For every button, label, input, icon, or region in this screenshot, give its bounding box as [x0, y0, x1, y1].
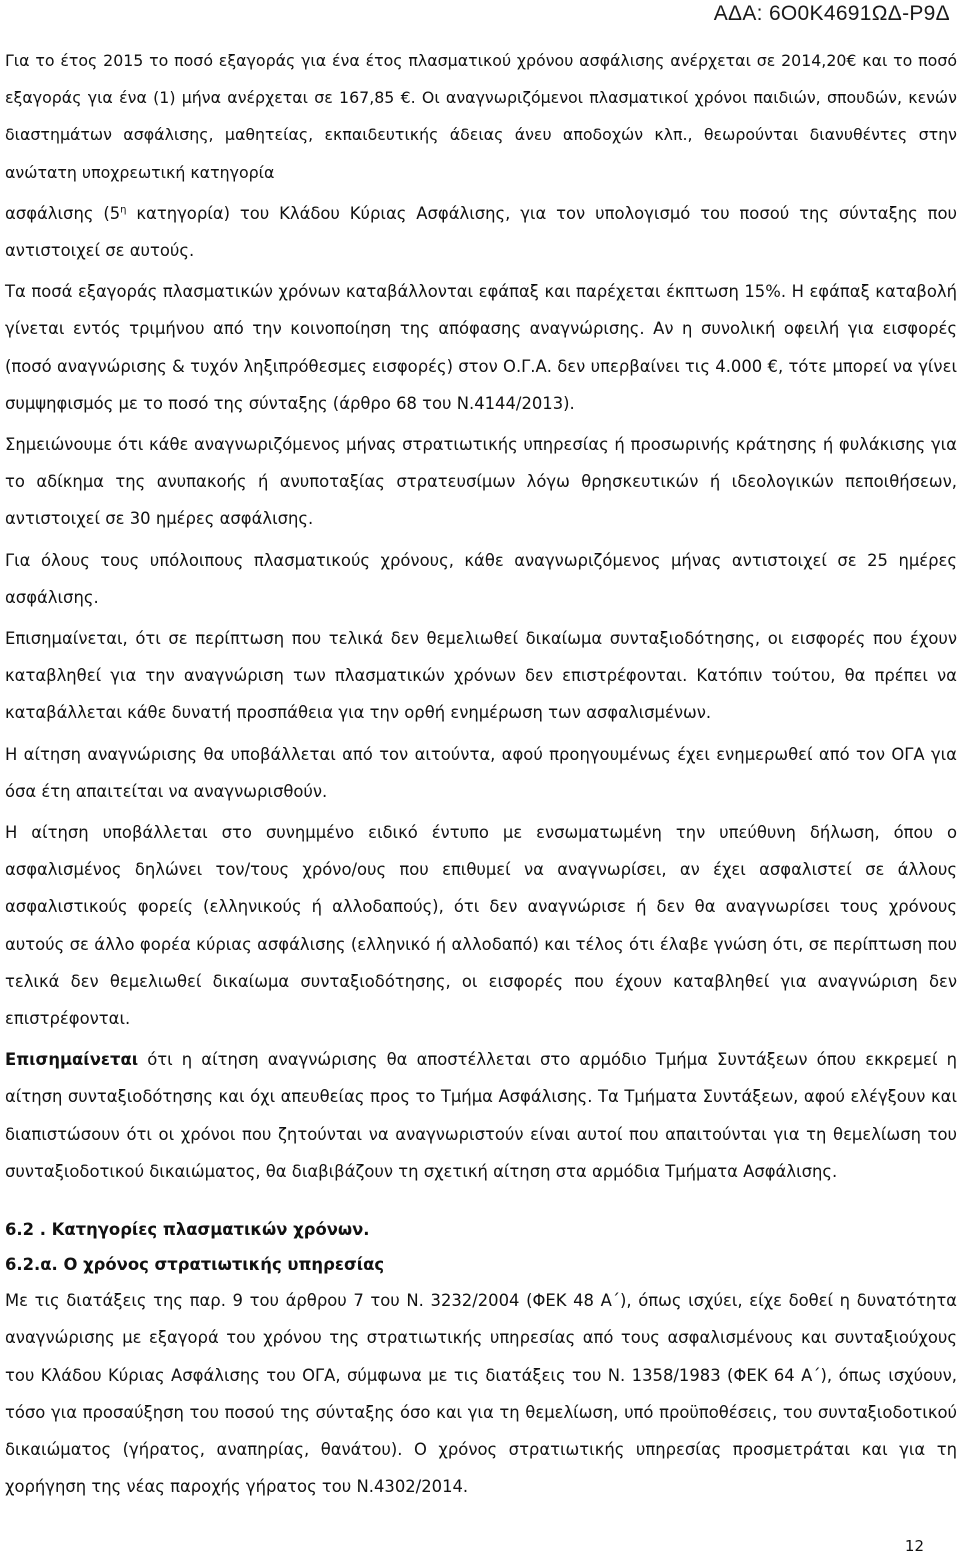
paragraph-application-form: Η αίτηση υποβάλλεται στο συνημμένο ειδικό έντυπο με ενσωματωμένη την υπεύθυνη δήλωση, όπου ο ασφαλισμένος δηλώνει τον/τους χρόνο/ους που επιθυμεί να αναγνωρίσει, αν έχει ασφαλιστεί σε άλλους ασφαλιστικούς φορείς (ελληνικούς ή αλλοδαπούς), ότι δεν αναγνώρισε ή δεν θα αναγνωρίσει τους χρόνους αυτούς σε άλλο φορέα κύριας ασφάλισης (ελληνικό ή αλλοδαπό) και τέλος ότι έλαβε γνώση ότι, σε περίπτωση που τελικά δεν θεμελιωθεί δικαίωμα συνταξιοδότησης, οι εισφορές που έχουν καταβληθεί για αναγνώριση δεν επιστρέφονται.: [5, 823, 957, 1029]
paragraph-other-notional-time: Για όλους τους υπόλοιπους πλασματικούς χρόνους, κάθε αναγνωριζόμενος μήνας αντιστοιχεί σε 25 ημέρες ασφάλισης.: [5, 550, 957, 607]
paragraph-insurance-category-end: κατηγορία) του Κλάδου Κύριας Ασφάλισης, για τον υπολογισμό του ποσού της σύνταξης που αντιστοιχεί σε αυτούς.: [5, 203, 957, 261]
section-heading: 6.2 . Κατηγορίες πλασματικών χρόνων.: [5, 1220, 370, 1240]
paragraph-non-refundable: Επισημαίνεται, ότι σε περίπτωση που τελικά δεν θεμελιωθεί δικαίωμα συνταξιοδότησης, οι εισφορές που έχουν καταβληθεί για την αναγνώριση των πλασματικών χρόνων δεν επιστρέφονται. Κατόπιν τούτου, θα πρέπει να καταβάλλεται κάθε δυνατή προσπάθεια για την ορθή ενημέρωση των ασφαλισμένων.: [5, 629, 957, 723]
paragraph-military-service-days: Σημειώνουμε ότι κάθε αναγνωριζόμενος μήνας στρατιωτικής υπηρεσίας ή προσωρινής κράτησης ή φυλάκισης για το αδίκημα της ανυπακοής ή ανυποταξίας στρατευσίμων λόγω θρησκευτικών ή ιδεολογικών πεποιθήσεων, αντιστοιχεί σε 30 ημέρες ασφάλισης.: [5, 435, 957, 529]
paragraph-pension-departments-text: ότι η αίτηση αναγνώρισης θα αποστέλλεται στο αρμόδιο Τμήμα Συντάξεων όπου εκκρεμεί η αίτηση συνταξιοδότησης και όχι απευθείας προς το Τμήμα Ασφάλισης. Τα Τμήματα Συντάξεων, αφού ελέγξουν και διαπιστώσουν ότι οι χρόνοι που ζητούνται να αναγνωριστούν είναι αυτοί που απαιτούνται για τη θεμελίωση του συνταξιοδοτικού δικαιώματος, θα διαβιβάζουν τη σχετική αίτηση στα αρμόδια Τμήματα Ασφάλισης.: [5, 1050, 957, 1181]
paragraph-pension-departments: [5, 1041, 957, 1190]
ordinal-superscript: η: [120, 204, 127, 216]
subsection-heading: 6.2.α. Ο χρόνος στρατιωτικής υπηρεσίας: [5, 1255, 385, 1275]
document-body: [5, 42, 957, 1509]
bold-lead-text: Επισημαίνεται: [5, 1050, 139, 1070]
page-number: 12: [904, 1537, 924, 1555]
document-code: ΑΔΑ: 6Ο0Κ4691ΩΔ-Ρ9Δ: [713, 2, 950, 25]
paragraph-insurance-category: [5, 195, 957, 269]
paragraph-lump-sum-payment: Τα ποσά εξαγοράς πλασματικών χρόνων καταβάλλονται εφάπαξ και παρέχεται έκπτωση 15%. Η εφάπαξ καταβολή γίνεται εντός τριμήνου από την κοινοποίηση της απόφασης αναγνώρισης. Αν η συνολική οφειλή για εισφορές (ποσό αναγνώρισης & τυχόν ληξιπρόθεσμες εισφορές) στον Ο.Γ.Α. δεν υπερβαίνει τις 4.000 €, τότε μπορεί να γίνει συμψηφισμός με το ποσό της σύνταξης (άρθρο 68 του Ν.4144/2013).: [5, 282, 957, 413]
paragraph-application-submission: Η αίτηση αναγνώρισης θα υποβάλλεται από τον αιτούντα, αφού προηγουμένως έχει ενημερωθεί από τον ΟΓΑ για όσα έτη απαιτείται να αναγνωρισθούν.: [5, 744, 957, 801]
paragraph-insurance-category-start: ασφάλισης (5: [5, 203, 121, 223]
paragraph-military-service-law: Με τις διατάξεις της παρ. 9 του άρθρου 7 του Ν. 3232/2004 (ΦΕΚ 48 Α΄), όπως ισχύει, είχε δοθεί η δυνατότητα αναγνώρισης με εξαγορά του χρόνου της στρατιωτικής υπηρεσίας από τους ασφαλισμένους και συνταξιούχους του Κλάδου Κύριας Ασφάλισης του ΟΓΑ, σύμφωνα με τις διατάξεις του Ν. 1358/1983 (ΦΕΚ 64 Α΄), όπως ισχύουν, τόσο για προσαύξηση του ποσού της σύνταξης όσο και για τη θεμελίωση, υπό προϋποθέσεις, του συνταξιοδοτικού δικαιώματος (γήρατος, αναπηρίας, θανάτου). Ο χρόνος στρατιωτικής υπηρεσίας προσμετράται και για τη χορήγηση της νέας παροχής γήρατος του Ν.4302/2014.: [5, 1291, 957, 1497]
paragraph-purchase-cost: Για το έτος 2015 το ποσό εξαγοράς για ένα έτος πλασματικού χρόνου ασφάλισης ανέρχεται σε 2014,20€ και το ποσό εξαγοράς για ένα (1) μήνα ανέρχεται σε 167,85 €. Οι αναγνωριζόμενοι πλασματικοί χρόνοι παιδιών, σπουδών, κενών διαστημάτων ασφάλισης, μαθητείας, εκπαιδευτικής άδειας άνευ αποδοχών κλπ., θεωρούνται διανυθέντες στην ανώτατη υποχρεωτική κατηγορία: [5, 51, 957, 182]
